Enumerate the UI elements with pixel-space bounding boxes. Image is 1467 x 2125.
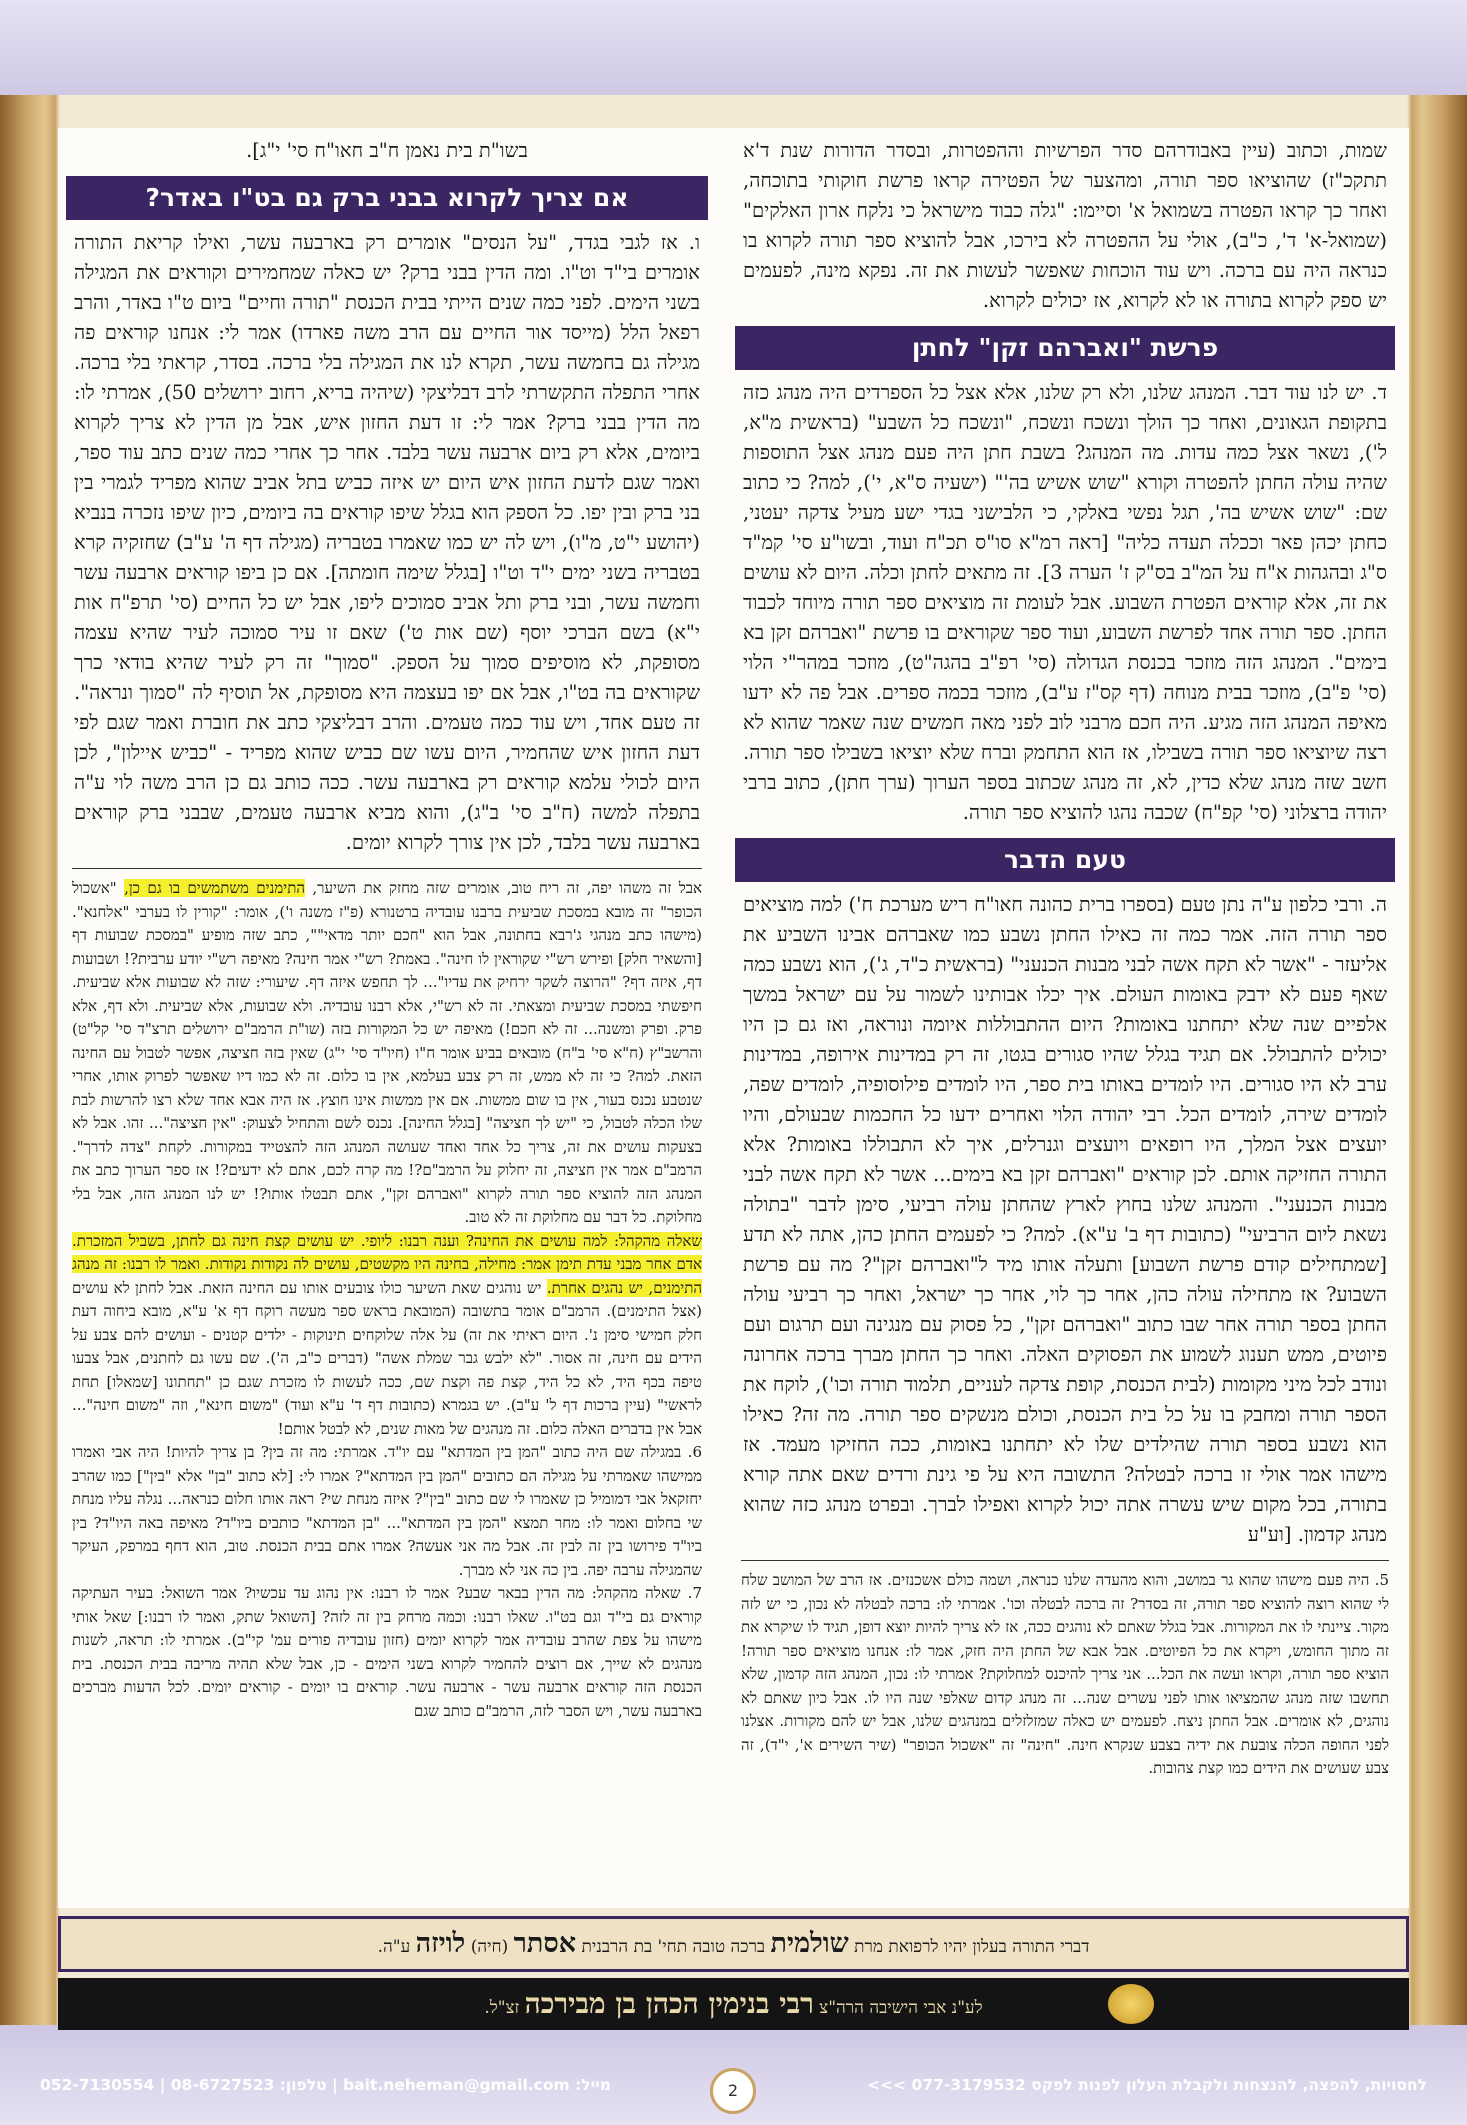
highlight-yemenites: התימנים משתמשים בו גם כן,: [124, 879, 305, 897]
footer-contact: מייל: bait.neheman@gmail.com | טלפון: 08-6727523 | 052-7130554: [40, 2076, 612, 2094]
footnote-divider-left: [72, 868, 702, 869]
footnote-henna-body: "אשכול הכופר" זה מובא במסכת שביעית ברבנו עובדיה ברטנורא (פ"ז משנה ו'), אומר: "קורין לו בערבי "אלחנא". (מישהו כתב מנהגי ג'רבא בחתונה, אבל הוא "חכם יותר מדאי"", כתב שזה מופיע "במסכת שבועות דף [והשאיר חלק] ופירש רש"י שקוראין לו חינה". באמת? רש"י אמר חינה? מאיפה רש"י יודע ערבית?! ושבועות דף, איזה דף? "הרוצה לשקר ירחיק את עדיו"... לך תחפש איזה דף. שיעורי: שזה לא שבועות אלא שביעית. חיפשתי במסכת שביעית ומצאתי. זה לא רש"י, אלא רבנו עובדיה. ולא שבועות, אלא שביעית. ולא דף, אלא פרק. ופרק ומשנה... זה לא חכם!) מאיפה יש כל המקורות בזה (שו"ת הרמב"ם ירושלים תרצ"ד סי' קל"ט) והרשב"ץ (ח"א סי' ב"ח) מובאים בביע אומר ח"ו (חיו"ד סי' י"ג) שאין בזה חציצה, אפשר לטבול עם החינה הזאת. למה? כי זה לא ממש, זה רק צבע בעלמא, אין בו כלום. זה לא כמו דיו שאפשר לפרוק אותו, אחרי שנטבע נכנס בעור, אין בו שום ממשות. אם אין ממשות אינו חוצץ. אז היה אבא אחד שלא רצו להרשות לבת שלו הכלה לטבול, כי "יש לך חציצה" [בגלל החינה]. נכנס לשם והתחיל לצעוק: "אין חציצה"... זהו. אבל לא בצעקות עושים את זה, צריך כל אחד ואחד שעושה המנהג הזה להצטייד במקורות. לקחת "צדה לדרך". הרמב"ם אמר אין חציצה, זה יחלוק על הרמב"ם?! מה קרה לכם, אתם לא ידעים?! אז ספר הערוך כתב את המנהג הזה להוציא ספר תורה לקרוא "ואברהם זקן", אתם תבטלו אותו?! יש לנו המנהג הזה, אבל בלי מחלוקת. כל דבר עם מחלוקת זה לא טוב.: [72, 879, 702, 1226]
dedication-prefix: דברי התורה בעלון יהיו לרפואת מרת: [854, 1937, 1090, 1957]
footnote-henna-lead: אבל זה משהו יפה, זה ריח טוב, אומרים שזה מחזק את השיער,: [312, 879, 702, 897]
page-number: 2: [710, 2068, 756, 2114]
dedication-name-2: אסתר: [513, 1928, 577, 1959]
left-column: [66, 136, 708, 1723]
memorial-prefix: לע"נ אבי הישיבה הרה"צ: [819, 1998, 983, 2018]
groom-reading-paragraph: ד. יש לנו עוד דבר. המנהג שלנו, ולא רק שלנו, אלא אצל כל הספרדים היה מנהג כזה בתקופת הגאונים, ואחר כך הולך ונשכח ונשכח, "ונשכח כל השבע" (בראשית מ"א, ל'), נשאר אצל כמה עדות. מה המנהג? בשבת חתן היה פעם מנהג אצל התוספות שהיה עולה החתן להפטרה וקורא "שוש אשיש בה'" (ישעיה ס"א, י'), למה? כי כתוב שם: "שוש אשיש בה', תגל נפשי באלקי, כי הלבישני בגדי ישע מעיל צדקה יעטני, כחתן יכהן פאר וככלה תעדה כליה" [ראה רמ"א סו"ס תכ"ח ועוד, ובשו"ע סי' קמ"ד ס"ג ובהגהות א"ח על המ"ב בס"ק ז' הערה 3]. זה מתאים לחתן וכלה. היום לא עושים את זה, אלא קוראים הפטרת השבוע. אבל לעומת זה מוציאים ספר תורה מיוחד לכבוד החתן. ספר תורה אחד לפרשת השבוע, ועוד ספר שקוראים בו פרשת "ואברהם זקן בא בימים". המנהג הזה מוזכר בכנסת הגדולה (סי' רפ"ב בהגה"ט), מוזכר במהר"י הלוי (סי' פ"ב), מוזכר בבית מנוחה (דף קס"ז ע"ב), מוזכר בכמה ספרים. אבל פה לא ידעו מאיפה המנהג הזה מגיע. היה חכם מרבני לוב לפני מאה חמשים שנה שאמר שהוא לא רצה שיוציאו ספר תורה בשבילו, אז הוא התחמק וברח שלא יוציאו בשבילו ספר תורה. חשב שזה מנהג שלא כדין, לא, זה מנהג שכתוב בספר הערוך (ערך חתן), כתוב ברבי יהודה ברצלוני (סי' קפ"ח) שכבה נהגו להוציא ספר תורה.: [743, 381, 1387, 824]
dedication-name-3: לויזה: [415, 1928, 466, 1959]
footnote-henna-continued: יש נוהגים שאת השיער כולו צובעים אותו עם החינה הזאת. אבל לחתן לא עושים (אצל התימנים). הרמב"ם אומר בתשובה (המובאת בראש ספר מעשה רוקח דף א' ע"א, מובא ביחוה דעת חלק חמישי סימן נ'. היום ראיתי את זה) על אלה שלוקחים תינוקות - ילדים קטנים - ועושים להם צבע על הידים עם חינה, זה אסור. "לא ילבש גבר שמלת אשה" (דברים כ"ב, ה'). שם עשו גם לחתנים, אבל צבעו טיפה בכף היד, לא כל היד, קצת פה וקצת שם, ככה לעשות לו מזכרת שגם כן "תחתונו [שמאלו] תחת לראשי" (עיין ברכות דף ל' ע"ב). יש בגמרא (כתובות דף ד' ע"א ועוד) "משום חינא", וזה "משום חינה"... אבל אין בדברים האלה כלום. זה מנהגים של מאות שנים, לא לבטל אותם!: [72, 1278, 702, 1438]
footnote-henna-qa: [66, 1230, 708, 1442]
dedication-name-1: שולמית: [770, 1928, 849, 1959]
bnei-brak-paragraph: ו. אז לגבי בגדד, "על הנסים" אומרים רק בארבעה עשר, ואילו קריאת התורה אומרים בי"ד וט"ו. ומה הדין בבני ברק? יש כאלה שמחמירים וקוראים את המגילה בשני הימים. לפני כמה שנים הייתי בבית הכנסת "תורה וחיים" ביום ט"ו באדר, והרב רפאל הלל (מייסד אור החיים עם הרב משה פארדו) אמר לי: אנחנו קוראים פה מגילה גם בחמשה עשר, תקרא לנו את המגילה בלי ברכה. בסדר, קראתי בלי ברכה. אחרי התפלה התקשרתי לרב דבליצקי (שיהיה בריא, רחוב ירושלים 50), אמרתי לו: מה הדין בבני ברק? אמר לי: זו דעת החזון איש, אבל מן הדין לא צריך לקרוא ביומים, אלא רק ביום ארבעה עשר בלבד. אחר כך אחרי כמה שנים כתב עוד ספר, ואמר שגם לדעת החזון איש היום יש איזה כביש בתל אביב שהוא מפריד לגמרי בין בני ברק ובין יפו. כל הספק הוא בגלל שיפו קוראים בה ביומים, כיון שיפו נזכרה בנביא (יהושע י"ט, מ"ו), ויש לה יש כמו שאמרו בטבריה (מגילה דף ה' ע"ב) שחזקיה קרא בטבריה בשני ימים י"ד וט"ו [בגלל שימה חומתה]. אם כן ביפו קוראים ארבעה עשר וחמשה עשר, ובני ברק ותל אביב סמוכים ליפו, אבל יש כל החיים (סי' תרפ"ח אות י"א) בשם הברכי יוסף (שם אות ט') שאם זו עיר סמוכה לעיר שהיא עצמה מסופקת, לא מוסיפים סמוך על הספק. "סמוך" זה רק לעיר שהיא בודאי כרך שקוראים בה בט"ו, אבל אם יפו בעצמה היא מסופקת, אל תוסיף לה "סמוך ונראה". זה טעם אחד, ויש עוד כמה טעמים. והרב דבליצקי כתב את חוברת ואמר שגם לפי דעת החזון איש שהחמיר, היום עשו שם כביש שהוא מפריד - "כביש איילון", לכן היום לכולי עלמא קוראים רק בארבעה עשר. ככה כותב גם כן הרב משה לוי ע"ה בתפלה למשה (ח"ב סי' ב"ג), והוא מביא ארבעה טעמים, שבבני ברק קוראים בארבעה עשר בלבד, לכן אין צורך לקרוא יומים.: [74, 231, 700, 854]
memorial-name: רבי בנימין הכהן בן מבירכה: [524, 1987, 814, 2020]
footer-subscribe: לחסויות, להפצה, להנצחות ולקבלת העלון לפנות לפקס 077-3179532 >>>: [867, 2076, 1427, 2094]
highlight-henna-question: שאלה מהקהל: למה עושים את החינה? וענה רבנו: ליופי. יש עושים קצת חינה גם לחתן, בשביל המזכרת. אדם אחר מבני עדת תימן אמר: מחילה, בחינה היו מקשטים, עושים לה נקודות נקודות. ואמר לו רבנו: זה מנהג התימנים, יש נהגים אחרת.: [72, 1231, 702, 1297]
dedication-suffix: ע"ה.: [377, 1937, 411, 1957]
right-column: [735, 136, 1395, 1781]
footnote-6: 6. במגילה שם היה כתוב "המן בין המדתא" עם יו"ד. אמרתי: מה זה בין? בן צריך להיות! היה אבי ואמרו ממישהו שאמרתי על מגילה הם כתובים "המן בין המדתא"? אמרו לי: [לא כתוב "בן" אלא "בין"] כמו שהרב יחזקאל אבי דמומיל כן שאמרו לי שם כתוב "בין"? איזה מנחת שי? ראה אותו חלום כנראה... נגלה עליו מנחת שי בחלום ואמר לו: מחר תמצא "המן בין המדתא"... "בן המדתא" כותבים ביו"ד? מאיפה באה היו"ד? בין ביו"ד פירושו בין זה לבין זה. אבל מה אני אעשה? אמרו אתם בבית הכנסת. טוב, הוא דחף במרפק, העיקר שהמגילה ערבה יפה. בין כה אני לא מברך.: [72, 1443, 703, 1579]
section-heading-bnei-brak: אם צריך לקרוא בבני ברק גם בט"ו באדר?: [66, 176, 708, 220]
intro-paragraph: שמות, וכתוב (עיין באבודרהם סדר הפרשיות וההפטרות, ובסדר הדורות שנת ד'א תתקכ"ז) שהוציאו ספר תורה, ומהצער של הפטירה קראו פרשת חוקותי בתוכחה, ואחר כך קראו הפטרה בשמואל א' וסיימו: "גלה כבוד מישראל כי נלקח ארון האלקים" (שמואל-א' ד', כ"ב), אולי על ההפטרה לא בירכו, אבל להוציא ספר תורה לקרוא בו כנראה היה עם ברכה. ויש עוד הוכחות שאפשר לעשות את זה. נפקא מינה, לפעמים יש ספק לקרוא בתורה או לא לקרוא, אז יכולים לקרוא.: [743, 139, 1387, 312]
yeshiva-logo-icon: [1108, 1984, 1154, 2024]
newsletter-sheet: [58, 128, 1409, 1908]
dedication-banner: [58, 1916, 1409, 1972]
memorial-banner: [58, 1978, 1409, 2030]
footer: [0, 2040, 1467, 2125]
footnote-5: 5. היה פעם מישהו שהוא גר במושב, והוא מהעדה שלנו כנראה, ושמה כולם אשכנזים. אז הרב של המושב שלח לי שהוא רוצה להוציא ספר תורה, זה בסדר? זה ברכה לבטלה וכו'. אמרתי לו: ברכה לבטלה לא נכון, כי יש לזה מקור. ציינתי לו את המקורות. אבל בגלל שאתם לא נוהגים ככה, אז לא צריך להיות יוצא דופן, תגיד לו שיקרא את זה מתוך החומש, ויקרא את כל הפיוטים. אבל אבא של החתן היה חזק, אמר לו: אנחנו מוציאים ספר תורה! הוציא ספר תורה, וקראו ועשה את הכל... אני צריך להיכנס למחלוקת? אמרתי לו: נכון, המנהג הזה קדמון, שלא תחשבו שזה מנהג שהמציאו אותו לפני עשרים שנה... זה מנהג קדום שאלפי שנה היו לו. אבל כיון שאתם לא נוהגים, לא אומרים. אבל החתן ניצח. לפעמים יש כאלה שמזלזלים במנהגים שלנו, אבל יש להם מקורות. אצלנו לפני החופה הכלה צובעת את ידיה בצבע שנקרא חינה. "חינה" זה "אשכול הכופר" (שיר השירים א', י"ד), זה צבע שעושים את הידים כמו קצת צהובות.: [741, 1571, 1389, 1777]
footnote-henna: [66, 877, 708, 1230]
reason-paragraph: ה. ורבי כלפון ע"ה נתן טעם (בספרו ברית כהונה חאו"ח ריש מערכת ח') למה מוציאים ספר תורה הזה. אמר כמה זה כאילו החתן נשבע כמו שאברהם אבינו השביע את אליעזר - "אשר לא תקח אשה לבני מבנות הכנעני" (בראשית כ"ד, ג'), הוא נשבע כמה שאף פעם לא ידבק באומות העולם. איך יכלו אבותינו לשמור על עם ישראל במשך אלפיים שנה שלא יתחתנו באומות? היום ההתבוללות איומה ונוראה, ואז גם כן היו יכולים להתבולל. אם תגיד בגלל שהיו סגורים בגטו, זה רק במדינות אירופה, במדינות ערב לא היו סגורים. היו לומדים באותו בית ספר, היו לומדים פילוסופיה, לומדים שפה, לומדים שירה, לומדים הכל. רבי יהודה הלוי ואחרים ידעו כל החכמות שבעולם, והיו יועצים אצל המלך, היו רופאים ויועצים וגנרלים, איך לא התבוללו באומות? אלא התורה החזיקה אותם. לכן קוראים "ואברהם זקן בא בימים... אשר לא תקח אשה לבני מבנות הכנעני". והמנהג שלנו בחוץ לארץ שהחתן עולה רביעי, סימן לדבר "בתולה נשאת ליום הרביעי" (כתובות דף ב' ע"א). למה? כי לפעמים החתן כהן, אתה לא תדע [שמתחילים קודם פרשת השבוע] ותעלה אותו מיד ל"ואברהם זקן"? מה עם פרשת השבוע? אז מתחילה עולה כהן, אחר כך לוי, אחר כך ישראל, ואחר כך רביעי עולה החתן בספר תורה אחר שבו כתוב "ואברהם זקן", כל פסוק עם מנגינה ועם תרגום ועם פיוטים, ממש תענוג לשמוע את הפסוקים האלה. ואחר כך החתן מברך ברכה אחרונה ונודב לכל מיני מקומות (לבית הכנסת, קופת צדקה לעניים, תלמוד תורה וכו'), לוקח את הספר תורה ומחבק בו על כל בית הכנסת, וכולם מנשקים ספר תורה. מה זה? כאילו הוא נשבע בספר תורה שהילדים שלו לא יתחתנו באומות, ככה החזיקו מעמד. אז מישהו אמר אולי זו ברכה לבטלה? התשובה היא על פי גינת ורדים שאם אתה קורא בתורה, בכל מקום שיש עשרה אתה יכול לקרוא ואפילו לברך. ובפרט מנהג כזה שהוא מנהג קדמון. [וע"ע: [743, 893, 1387, 1546]
footnote-divider: [741, 1560, 1389, 1561]
section-heading-groom-reading: פרשת "ואברהם זקן" לחתן: [735, 326, 1395, 370]
dedication-hayim: (חיה): [470, 1937, 509, 1957]
top-citation: בשו"ת בית נאמן ח"ב חאו"ח סי' י"ג].: [246, 139, 528, 162]
footnote-7: 7. שאלה מהקהל: מה הדין בבאר שבע? אמר לו רבנו: אין נהוג עד עכשיו? אמר השואל: בעיר העתיקה קוראים גם בי"ד וגם בט"ו. שאלו רבנו: וכמה מרחק בין זה לזה? [השואל שתק, ואמר לו רבנו:] שאל אותי מישהו על צפת שהרב עובדיה אמר לקרוא יומים (חזון עובדיה פורים עמ' קי"ב). אמרתי לו: תראה, לשנות מנהגים לא שייך, אם רוצים להחמיר לקרוא בשני הימים - כן, אבל שלא תהיה מריבה בבית הכנסת. בית הכנסת הזה קוראים ארבעה עשר - ארבעה עשר. קוראים בו יומים - קוראים יומים. לכל הדעות מברכים בארבעה עשר, ויש הסבר לזה, הרמב"ם כותב שגם: [72, 1584, 702, 1720]
dedication-mid: ברכה טובה תחי' בת הרבנית: [581, 1937, 766, 1957]
memorial-suffix: זצ"ל.: [484, 1998, 520, 2018]
section-heading-reason: טעם הדבר: [735, 838, 1395, 882]
